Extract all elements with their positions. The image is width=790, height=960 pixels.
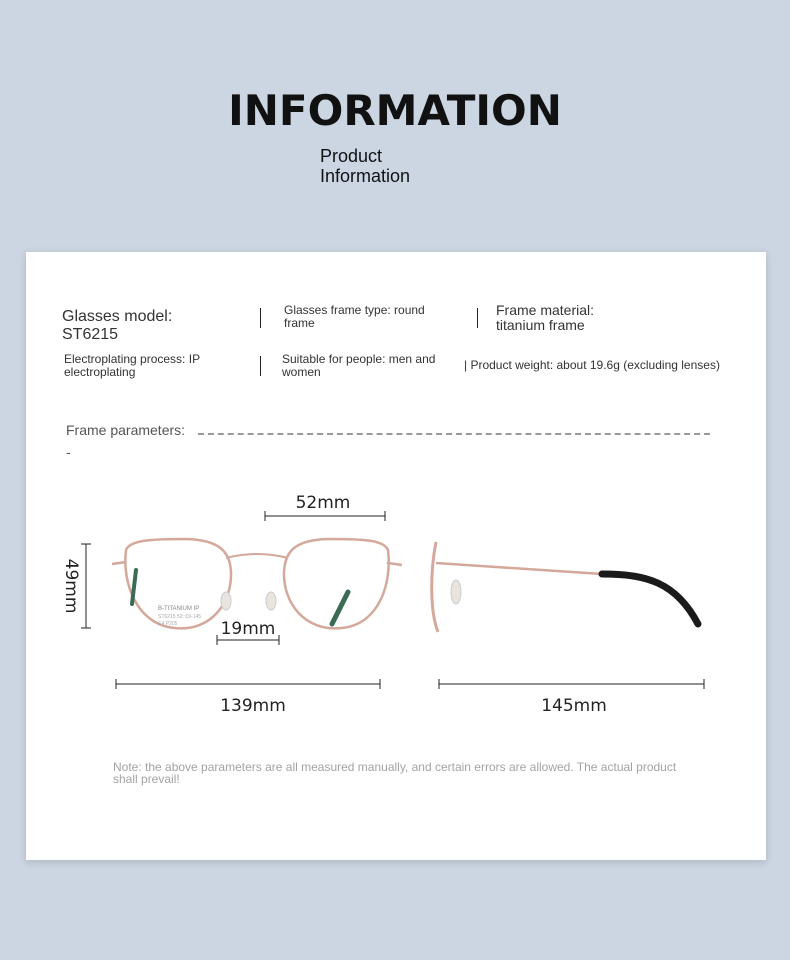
side-nose-pad: [451, 580, 461, 604]
lens-height-label: 49mm: [61, 558, 81, 614]
info-card: [26, 252, 766, 860]
right-temple-inner: [332, 592, 348, 624]
spec-frame-material: Frame material: titanium frame: [496, 302, 595, 333]
temple-length-label: 145mm: [541, 696, 607, 716]
spec-weight: | Product weight: about 19.6g (excluding lenses): [464, 358, 720, 372]
left-temple-inner: [132, 570, 136, 604]
temple-tip: [602, 574, 698, 624]
dash-mark: -: [66, 444, 71, 460]
spec-suitable: Suitable for people: men and women: [282, 352, 436, 379]
temple-arm: [436, 563, 602, 574]
spec-model: Glasses model: ST6215: [62, 308, 173, 343]
left-nose-pad: [221, 592, 231, 610]
lens-width-label: 52mm: [295, 493, 351, 513]
right-nose-pad: [266, 592, 276, 610]
measurement-note: Note: the above parameters are all measured manually, and certain errors are allowed. The actual product shall prevail!: [113, 760, 677, 786]
right-end-piece-hinge: [388, 563, 402, 565]
lens-print-line2: ST6215 52□19-145: [158, 614, 202, 620]
bridge-width-label: 19mm: [220, 619, 276, 639]
bridge: [226, 554, 288, 558]
lens-print-line1: B-TITANIUM IP: [158, 606, 200, 612]
page-subtitle: Product Information: [320, 146, 411, 186]
frame-parameters-label: Frame parameters:: [66, 422, 186, 438]
side-view-glasses: [432, 542, 698, 632]
spec-frame-type: Glasses frame type: round frame: [284, 303, 425, 330]
side-lens-rim: [432, 542, 438, 632]
page-title: INFORMATION: [228, 86, 562, 135]
left-end-piece: [112, 562, 126, 564]
frame-width-label: 139mm: [220, 696, 286, 716]
spec-electroplating: Electroplating process: IP electroplating: [64, 352, 200, 379]
lens-print-line3: C4 P205: [158, 621, 178, 627]
front-view-glasses: [112, 539, 402, 628]
dimension-lines: [81, 511, 704, 689]
